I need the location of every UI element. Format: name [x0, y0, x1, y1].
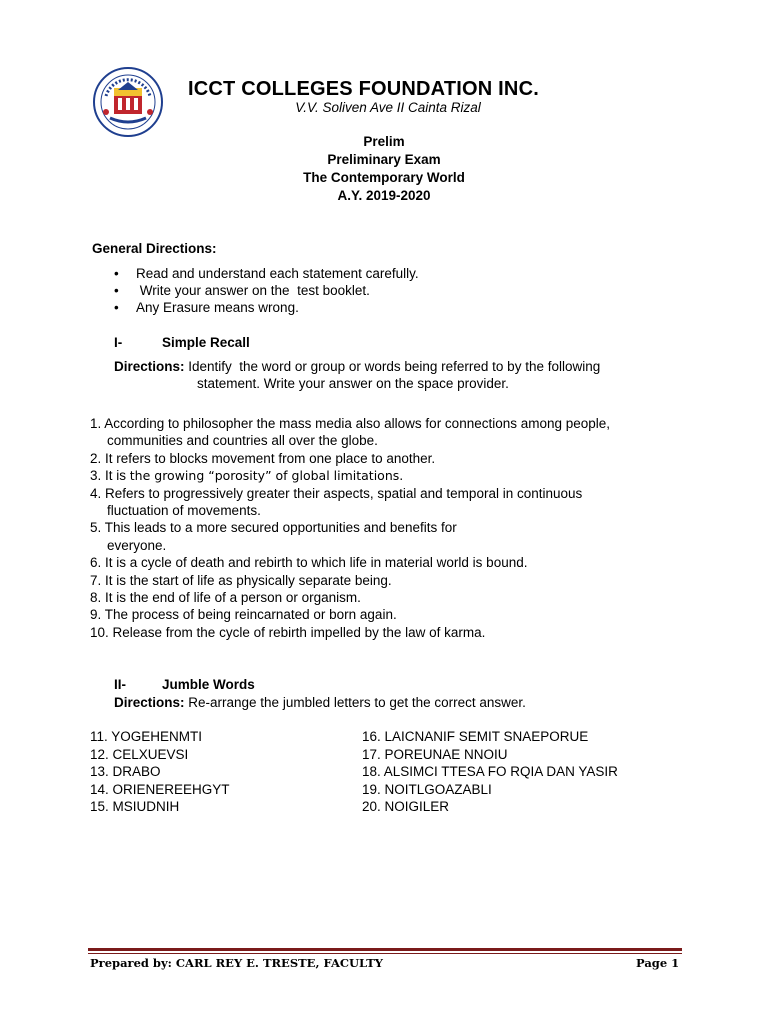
list-item: • Write your answer on the test booklet. [114, 283, 370, 298]
general-directions-heading: General Directions: [92, 241, 217, 256]
directions-label: Directions: [114, 695, 185, 710]
bullet-icon: • [114, 300, 119, 315]
section-1-name: Simple Recall [162, 335, 250, 350]
jumble-words-left-column [90, 728, 230, 816]
list-item: 3. It is the growing “porosity” of global limitations. [90, 468, 404, 484]
section-1-directions: Directions: Identify the word or group or words being referred to by the following statement. Write your answer on the space provider. [114, 359, 601, 391]
exam-term: Prelim [363, 134, 405, 149]
exam-subject: The Contemporary World [303, 170, 465, 185]
list-item: 18. ALSIMCI TTESA FO RQIA DAN YASIR [362, 764, 618, 780]
section-2-name: Jumble Words [162, 677, 255, 692]
school-address: V.V. Soliven Ave II Cainta Rizal [295, 100, 481, 115]
school-name: ICCT COLLEGES FOUNDATION INC. [188, 78, 539, 100]
bullet-icon: • [114, 266, 119, 281]
exam-type: Preliminary Exam [327, 152, 441, 167]
list-item: • Read and understand each statement carefully. [114, 266, 419, 281]
list-item: 15. MSIUDNIH [90, 799, 180, 815]
directions-label: Directions: [114, 359, 185, 374]
list-item: 10. Release from the cycle of rebirth impelled by the law of karma. [90, 624, 486, 640]
list-item: everyone. [107, 537, 167, 553]
list-item: 5. This leads to a more secured opportunities and benefits for [90, 520, 457, 536]
list-item: 17. POREUNAE NNOIU [362, 746, 508, 762]
footer-rule [88, 948, 682, 951]
list-item: 1. According to philosopher the mass media also allows for connections among people, [90, 416, 611, 431]
section-2-title [114, 677, 255, 692]
list-item: 11. YOGEHENMTI [90, 729, 203, 744]
footer-rule-thin [88, 953, 682, 954]
academic-year: A.Y. 2019-2020 [337, 188, 431, 203]
simple-recall-items [90, 415, 610, 641]
section-2-directions: Directions: Re-arrange the jumbled letters to get the correct answer. [114, 695, 526, 710]
list-item: 16. LAICNANIF SEMIT SNAEPORUE [362, 729, 589, 744]
page-number: Page 1 [636, 956, 680, 970]
section-1-title [114, 335, 250, 350]
list-item: • Any Erasure means wrong. [114, 300, 299, 315]
prepared-by: Prepared by: CARL REY E. TRESTE, FACULTY [90, 956, 383, 970]
list-item: 6. It is a cycle of death and rebirth to which life in material world is bound. [90, 555, 528, 571]
list-item: 2. It refers to blocks movement from one place to another. [90, 450, 436, 466]
section-2-number: II- [114, 677, 126, 692]
jumble-words-right-column [362, 728, 618, 816]
exam-title-block [0, 133, 768, 205]
list-item: 4. Refers to progressively greater their aspects, spatial and temporal in continuous [90, 485, 583, 501]
list-item: 14. ORIENEREEHGYT [90, 781, 230, 797]
section-1-number: I- [114, 335, 123, 350]
list-item: 7. It is the start of life as physically separate being. [90, 572, 392, 588]
list-item: communities and countries all over the globe. [107, 433, 378, 449]
list-item: 8. It is the end of life of a person or organism. [90, 590, 361, 606]
general-directions-list [114, 265, 419, 316]
list-item: fluctuation of movements. [107, 503, 261, 519]
list-item: 13. DRABO [90, 764, 161, 780]
list-item: 20. NOIGILER [362, 799, 450, 815]
list-item: 9. The process of being reincarnated or born again. [90, 607, 397, 623]
list-item: 12. CELXUEVSI [90, 746, 189, 762]
bullet-icon: • [114, 283, 119, 298]
list-item: 19. NOITLGOAZABLI [362, 781, 492, 797]
